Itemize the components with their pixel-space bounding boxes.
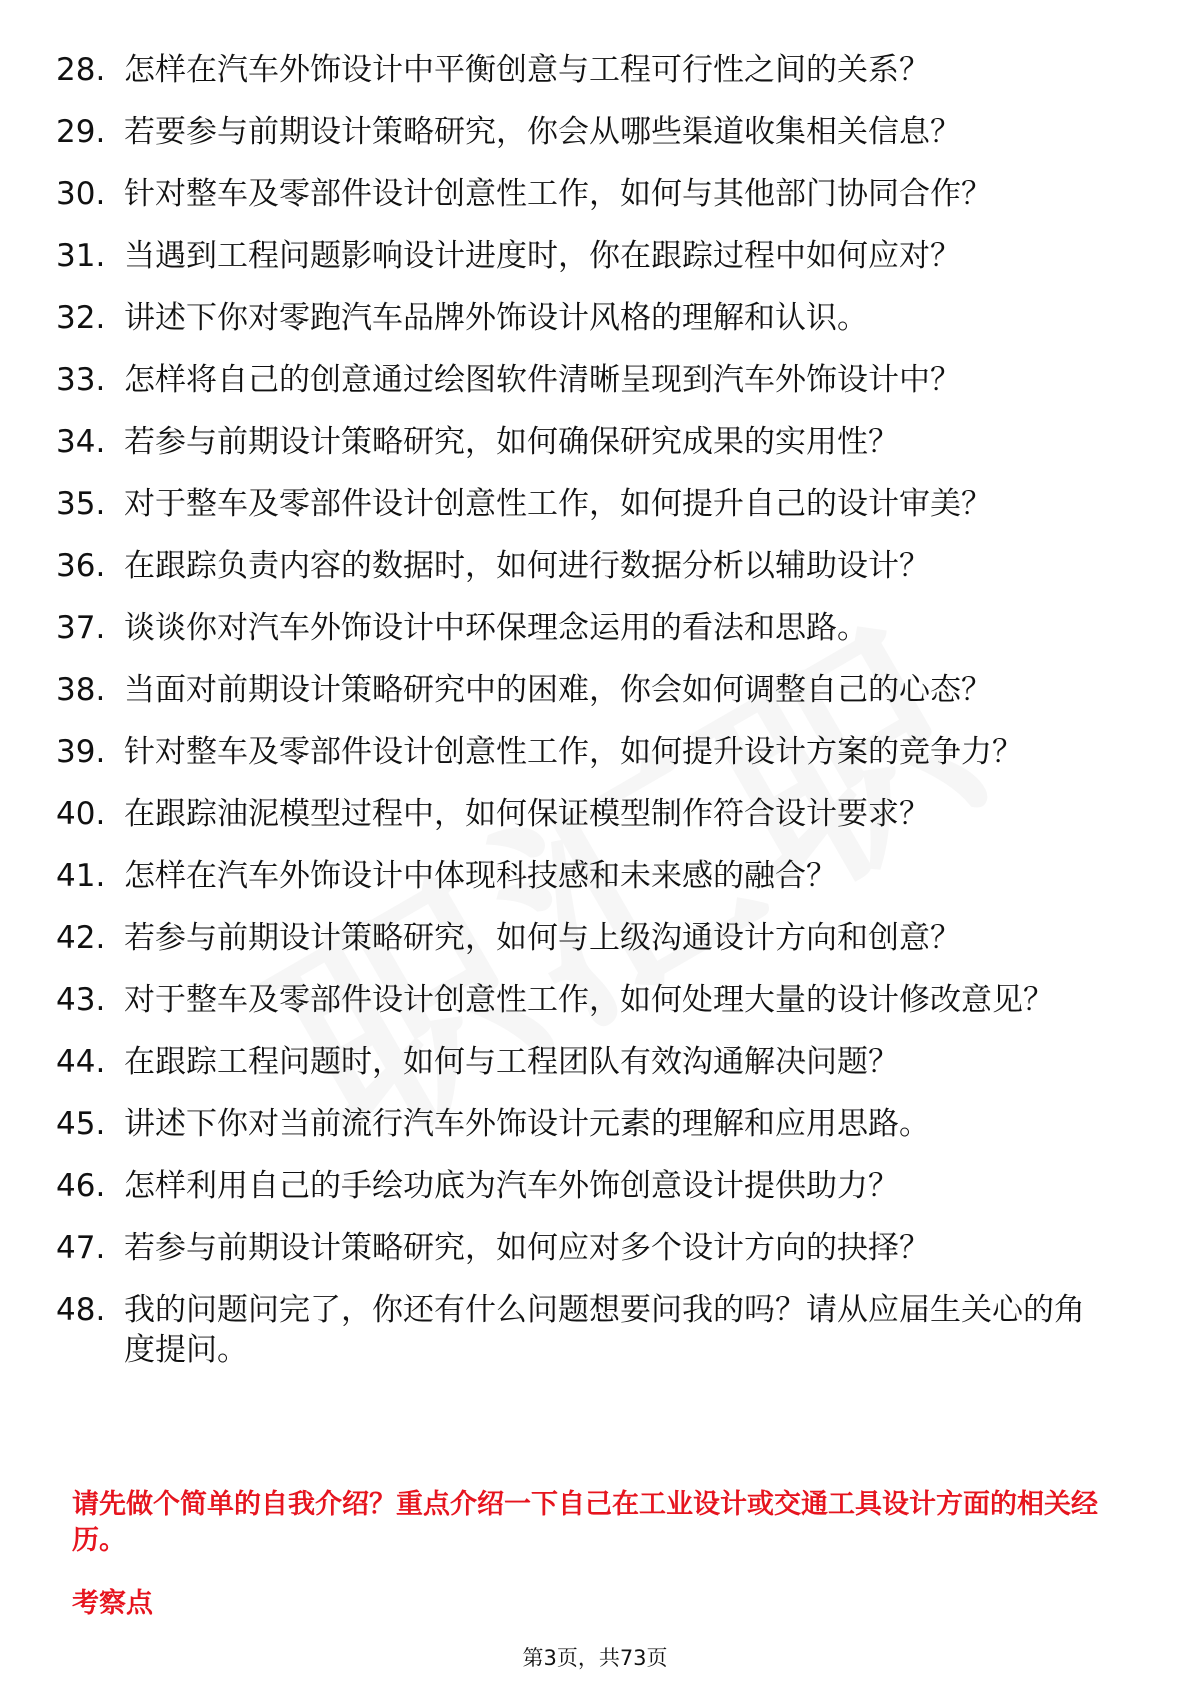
question-text: 若参与前期设计策略研究，如何与上级沟通设计方向和创意？ (124, 920, 961, 956)
list-item (56, 174, 1136, 214)
page-number: 第3页，共73页 (522, 1646, 668, 1670)
list-item (56, 1290, 1136, 1370)
question-number: 42. (56, 920, 106, 956)
question-list (56, 50, 1136, 1392)
list-item (56, 1104, 1136, 1144)
question-number: 30. (56, 176, 106, 212)
list-item (56, 980, 1136, 1020)
list-item (56, 298, 1136, 338)
list-item (56, 794, 1136, 834)
question-number: 40. (56, 796, 106, 832)
list-item (56, 360, 1136, 400)
question-number: 29. (56, 114, 106, 150)
question-text: 谈谈你对汽车外饰设计中环保理念运用的看法和思路。 (124, 610, 868, 646)
list-item (56, 856, 1136, 896)
question-text: 在跟踪工程问题时，如何与工程团队有效沟通解决问题？ (124, 1044, 899, 1080)
question-number: 44. (56, 1044, 106, 1080)
list-item (56, 608, 1136, 648)
list-item (56, 670, 1136, 710)
list-item (56, 236, 1136, 276)
list-item (56, 1042, 1136, 1082)
question-text: 对于整车及零部件设计创意性工作，如何处理大量的设计修改意见？ (124, 982, 1054, 1018)
intro-question: 请先做个简单的自我介绍？重点介绍一下自己在工业设计或交通工具设计方面的相关经历。 (72, 1489, 1098, 1556)
question-number: 46. (56, 1168, 106, 1204)
question-text: 怎样在汽车外饰设计中平衡创意与工程可行性之间的关系？ (124, 52, 930, 88)
question-text: 若参与前期设计策略研究，如何应对多个设计方向的抉择？ (124, 1230, 930, 1266)
question-number: 33. (56, 362, 106, 398)
question-number: 36. (56, 548, 106, 584)
list-item (56, 918, 1136, 958)
question-number: 43. (56, 982, 106, 1018)
question-number: 34. (56, 424, 106, 460)
list-item (56, 422, 1136, 462)
question-text: 怎样在汽车外饰设计中体现科技感和未来感的融合？ (124, 858, 837, 894)
question-number: 39. (56, 734, 106, 770)
list-item (56, 112, 1136, 152)
question-text: 在跟踪油泥模型过程中，如何保证模型制作符合设计要求？ (124, 796, 930, 832)
question-number: 28. (56, 52, 106, 88)
list-item (56, 1228, 1136, 1268)
question-number: 48. (56, 1292, 106, 1328)
list-item (56, 732, 1136, 772)
question-number: 47. (56, 1230, 106, 1266)
question-number: 38. (56, 672, 106, 708)
question-text: 当遇到工程问题影响设计进度时，你在跟踪过程中如何应对？ (124, 238, 961, 274)
question-number: 32. (56, 300, 106, 336)
list-item (56, 50, 1136, 90)
question-number: 31. (56, 238, 106, 274)
question-text: 对于整车及零部件设计创意性工作，如何提升自己的设计审美？ (124, 486, 992, 522)
question-text: 在跟踪负责内容的数据时，如何进行数据分析以辅助设计？ (124, 548, 930, 584)
question-number: 45. (56, 1106, 106, 1142)
question-text: 讲述下你对零跑汽车品牌外饰设计风格的理解和认识。 (124, 300, 868, 336)
question-text: 当面对前期设计策略研究中的困难，你会如何调整自己的心态？ (124, 672, 992, 708)
question-text: 针对整车及零部件设计创意性工作，如何与其他部门协同合作？ (124, 176, 992, 212)
question-text: 我的问题问完了，你还有什么问题想要问我的吗？请从应届生关心的角度提问。 (124, 1292, 1085, 1368)
question-number: 41. (56, 858, 106, 894)
list-item (56, 546, 1136, 586)
question-text: 若要参与前期设计策略研究，你会从哪些渠道收集相关信息？ (124, 114, 961, 150)
question-text: 怎样将自己的创意通过绘图软件清晰呈现到汽车外饰设计中？ (124, 362, 961, 398)
question-number: 37. (56, 610, 106, 646)
section-heading: 考察点 (72, 1588, 153, 1619)
question-text: 怎样利用自己的手绘功底为汽车外饰创意设计提供助力？ (124, 1168, 899, 1204)
list-item (56, 484, 1136, 524)
question-text: 若参与前期设计策略研究，如何确保研究成果的实用性？ (124, 424, 899, 460)
list-item (56, 1166, 1136, 1206)
question-number: 35. (56, 486, 106, 522)
question-text: 针对整车及零部件设计创意性工作，如何提升设计方案的竞争力？ (124, 734, 1023, 770)
question-text: 讲述下你对当前流行汽车外饰设计元素的理解和应用思路。 (124, 1106, 930, 1142)
